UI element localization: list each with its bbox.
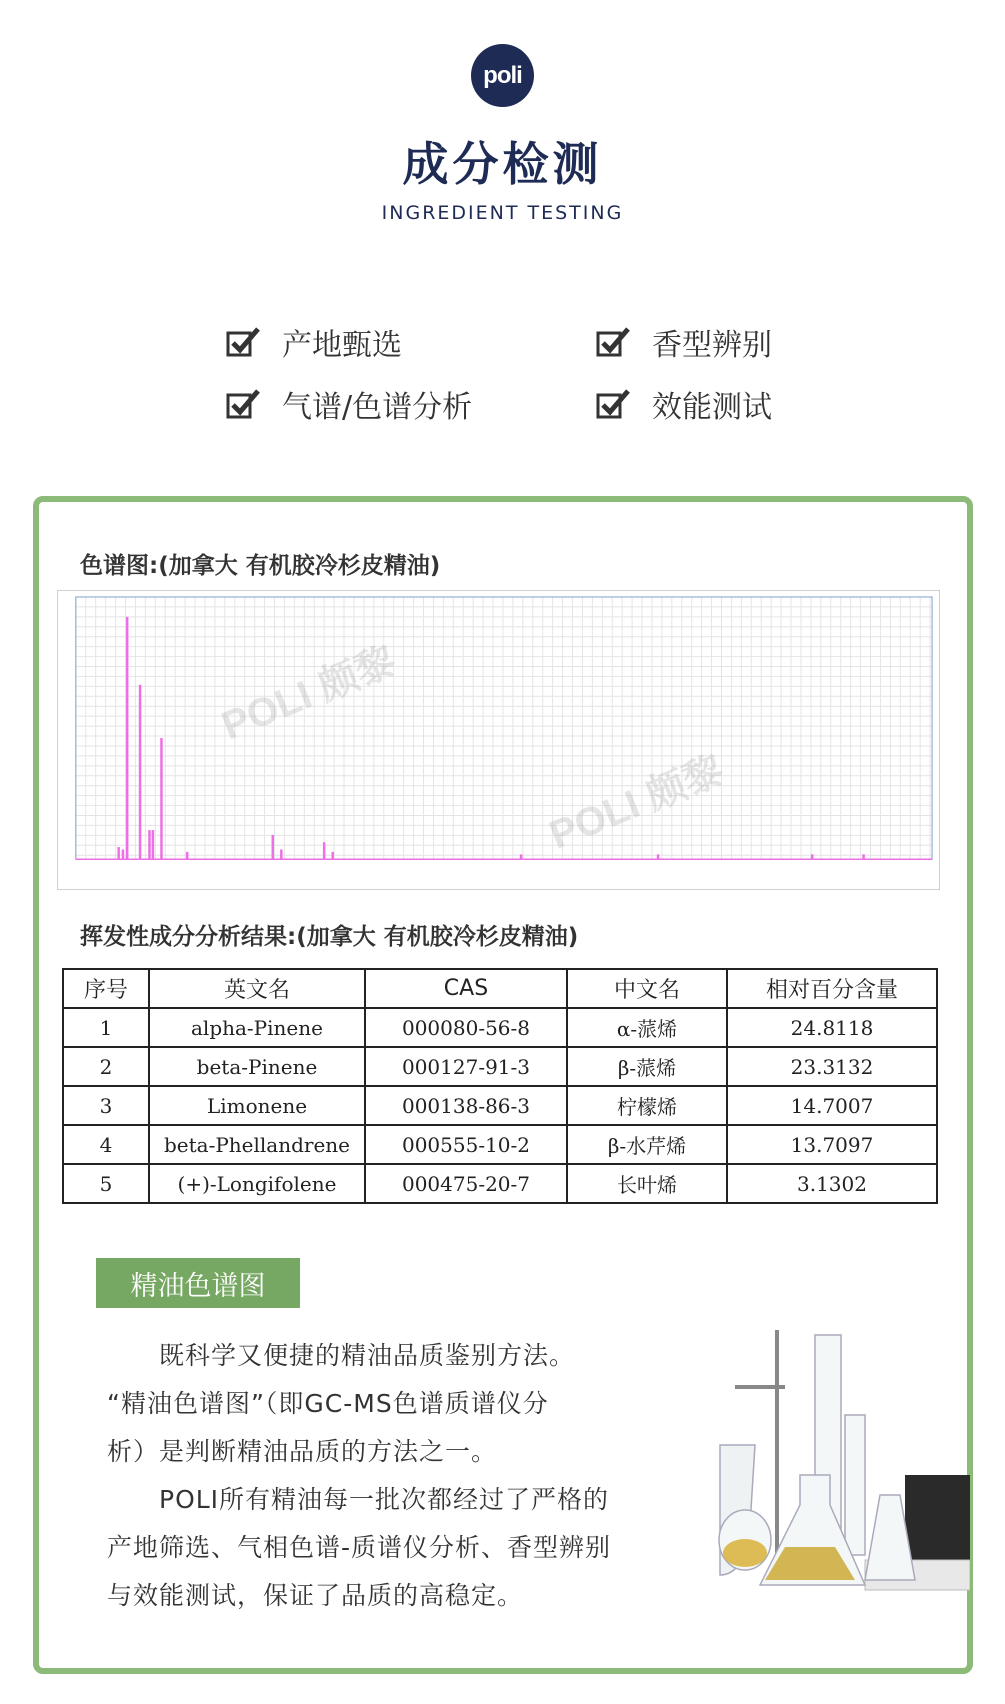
table-header-row (63, 969, 937, 1008)
col-header: 中文名 (567, 969, 727, 1008)
section-tag: 精油色谱图 (96, 1258, 300, 1308)
table-cell: β-蒎烯 (567, 1047, 727, 1086)
table-cell: 柠檬烯 (567, 1086, 727, 1125)
table-cell: 长叶烯 (567, 1164, 727, 1203)
col-header: 相对百分含量 (727, 969, 937, 1008)
feature-label: 效能测试 (652, 390, 772, 425)
checkbox-checked-icon (226, 389, 260, 419)
feature-item (226, 320, 402, 364)
paragraph-line: 既科学又便捷的精油品质鉴别方法。 (107, 1341, 576, 1370)
watermark: POLI 颇黎 (543, 748, 730, 858)
table-cell: 3.1302 (727, 1164, 937, 1203)
table-cell: beta-Phellandrene (149, 1125, 365, 1164)
table-row (63, 1125, 937, 1164)
paragraph-line: 与效能测试，保证了品质的高稳定。 (107, 1581, 524, 1610)
table-cell: 2 (63, 1047, 149, 1086)
table-cell: 23.3132 (727, 1047, 937, 1086)
info-paragraph (107, 1332, 667, 1620)
lab-glassware-image (715, 1325, 970, 1605)
table-cell: alpha-Pinene (149, 1008, 365, 1047)
table-cell: beta-Pinene (149, 1047, 365, 1086)
feature-item (226, 382, 472, 426)
results-label: 挥发性成分分析结果:(加拿大 有机胶冷杉皮精油) (80, 924, 579, 950)
paragraph-line: “精油色谱图”（即GC-MS色谱质谱仪分 (107, 1389, 549, 1418)
table-cell: 000475-20-7 (365, 1164, 567, 1203)
paragraph-line: POLI所有精油每一批次都经过了严格的 (107, 1485, 610, 1514)
checkbox-checked-icon (596, 389, 630, 419)
table-cell: α-蒎烯 (567, 1008, 727, 1047)
table-cell: 000127-91-3 (365, 1047, 567, 1086)
page-subtitle: INGREDIENT TESTING (381, 202, 624, 224)
page-title: 成分检测 (402, 137, 603, 191)
feature-label: 产地甄选 (282, 328, 402, 363)
table-cell: 1 (63, 1008, 149, 1047)
table-cell: 4 (63, 1125, 149, 1164)
table-cell: 14.7007 (727, 1086, 937, 1125)
table-cell: 000555-10-2 (365, 1125, 567, 1164)
checkbox-checked-icon (226, 327, 260, 357)
table-row (63, 1086, 937, 1125)
table-cell: 000138-86-3 (365, 1086, 567, 1125)
table-cell: 5 (63, 1164, 149, 1203)
paragraph-line: 析）是判断精油品质的方法之一。 (107, 1437, 498, 1466)
paragraph-line: 产地筛选、气相色谱-质谱仪分析、香型辨别 (107, 1533, 612, 1562)
chart-grid (76, 597, 932, 859)
col-header: CAS (365, 969, 567, 1008)
feature-item (596, 320, 772, 364)
table-cell: 3 (63, 1086, 149, 1125)
poli-logo: poli (471, 44, 534, 107)
table-cell: (+)-Longifolene (149, 1164, 365, 1203)
feature-label: 气谱/色谱分析 (282, 390, 473, 425)
chromatogram-label: 色谱图:(加拿大 有机胶冷杉皮精油) (80, 553, 441, 579)
table-row (63, 1047, 937, 1086)
col-header: 序号 (63, 969, 149, 1008)
table-cell: 000080-56-8 (365, 1008, 567, 1047)
chart-peaks (76, 617, 932, 859)
table-cell: β-水芹烯 (567, 1125, 727, 1164)
checkbox-checked-icon (596, 327, 630, 357)
col-header: 英文名 (149, 969, 365, 1008)
feature-label: 香型辨别 (652, 328, 772, 363)
table-cell: 13.7097 (727, 1125, 937, 1164)
watermark: POLI 颇黎 (215, 638, 403, 749)
table-cell: Limonene (149, 1086, 365, 1125)
results-table (62, 968, 938, 1204)
chromatogram-chart (57, 590, 940, 890)
table-cell: 24.8118 (727, 1008, 937, 1047)
table-row (63, 1008, 937, 1047)
table-row (63, 1164, 937, 1203)
feature-item (596, 382, 772, 426)
